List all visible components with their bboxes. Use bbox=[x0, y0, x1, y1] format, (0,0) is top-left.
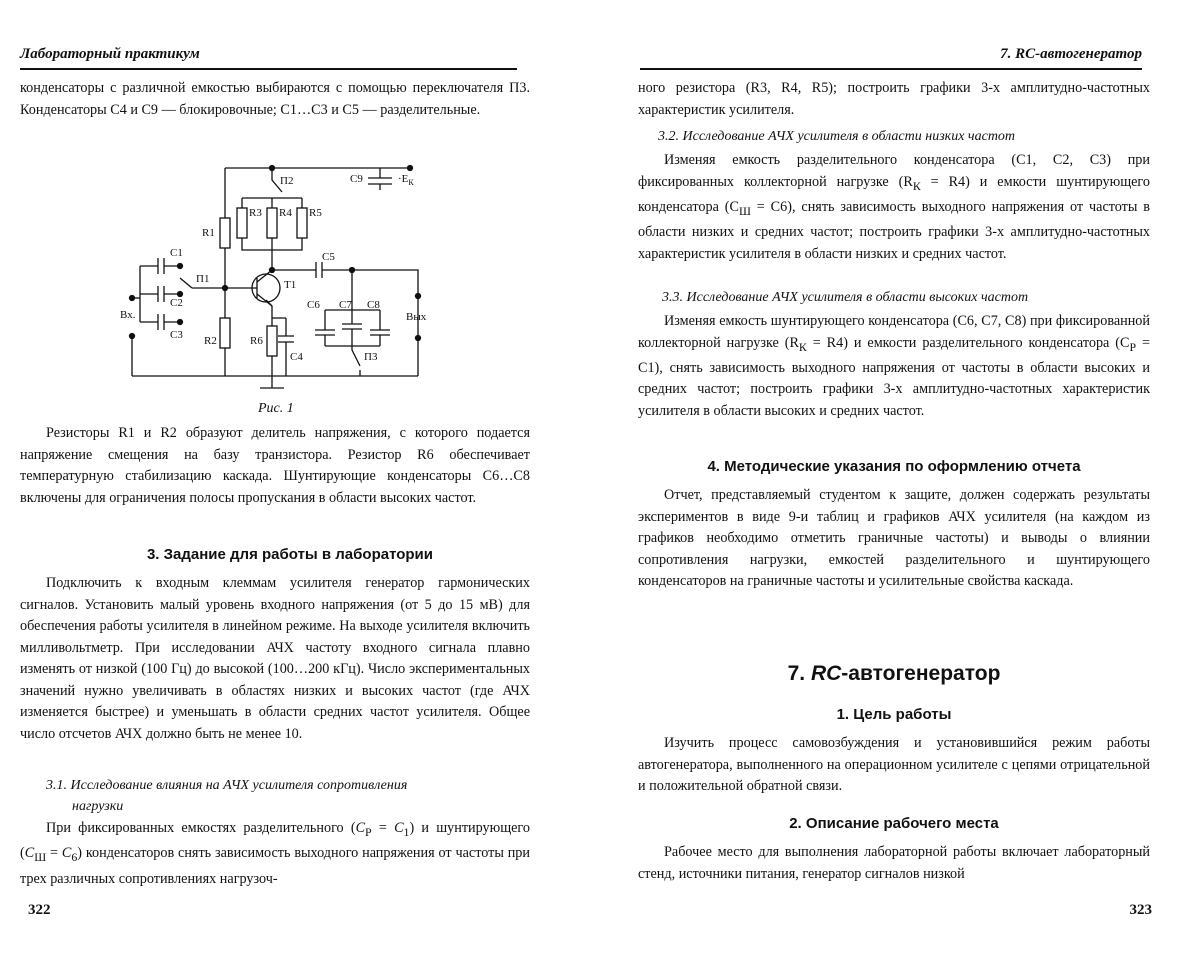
label-c7: С7 bbox=[339, 299, 352, 311]
right-page bbox=[600, 0, 1200, 961]
section-1-heading: 1. Цель работы bbox=[638, 706, 1150, 723]
label-t1: Т1 bbox=[284, 279, 296, 291]
paragraph-3-2: Изменяя емкость разделительного конденсатора (С1, С2, С3) при фиксированных коллекторной нагрузке (RК = R4) и емкости шунтирующего конденсатора (СШ = С6), снять зависимость выходного напряжения от частоты в области низких и средних частот; построить графики 3-х амплитудно-частотных характеристик усилителя в области низких и средних частот. bbox=[638, 150, 1150, 265]
section-4-heading: 4. Методические указания по оформлению отчета bbox=[638, 458, 1150, 475]
label-r6: R6 bbox=[250, 335, 263, 347]
label-r1: R1 bbox=[202, 227, 215, 239]
section-3-heading: 3. Задание для работы в лаборатории bbox=[20, 546, 560, 563]
label-c4: С4 bbox=[290, 351, 303, 363]
label-vk: Вх. bbox=[120, 309, 136, 321]
label-p1: П1 bbox=[196, 273, 209, 285]
label-r4: R4 bbox=[279, 207, 292, 219]
label-p3: П3 bbox=[364, 351, 378, 363]
paragraph-goal: Изучить процесс самовозбуждения и установившийся режим работы автогенератора, выполненного на операционном усилителе с цепями отрицательной и положительной обратной связи. bbox=[638, 733, 1150, 798]
label-c3: С3 bbox=[170, 329, 183, 341]
section-2-heading: 2. Описание рабочего места bbox=[638, 815, 1150, 832]
label-vyh: Вых bbox=[406, 311, 427, 323]
subsection-3-2-title: 3.2. Исследование АЧХ усилителя в области низких частот bbox=[658, 126, 1148, 147]
left-page bbox=[0, 0, 560, 961]
figure-caption: Рис. 1 bbox=[258, 401, 294, 417]
label-c2: С2 bbox=[170, 297, 183, 309]
label-r2: R2 bbox=[204, 335, 217, 347]
page-number-right: 323 bbox=[1130, 902, 1153, 919]
label-r3: R3 bbox=[249, 207, 262, 219]
label-c5: С5 bbox=[322, 251, 335, 263]
paragraph-3-3: Изменяя емкость шунтирующего конденсатора (С6, С7, С8) при фиксированной коллекторной нагрузке (RК = R4) и емкости разделительного конденсатора (СР = С1), снять зависимость выходного напряжения от частоты в области высоких и средних частот; построить графики 3-х амплитудно-частотных характеристик усилителя в области высоких и средних частот. bbox=[638, 311, 1150, 422]
paragraph-continued: ного резистора (R3, R4, R5); построить графики 3-х амплитудно-частотных характеристик усилителя. bbox=[638, 78, 1150, 121]
paragraph-task: Подключить к входным клеммам усилителя генератор гармонических сигналов. Установить малый уровень входного напряжения (от 5 до 15 мВ) для обеспечения работы усилителя в линейном режиме. На выходе усилителя включить милливольтметр. При исследовании АЧХ частоту входного сигнала плавно изменять от низкой (100 Гц) до высокой (100…200 кГц). Число экспериментальных значений нужно увеличивать в областях низких и высоких частот (где АЧХ изменяется быстрее) и уменьшать в области средних частот усилителя. Общее число отсчетов АЧХ должно быть не менее 10. bbox=[20, 573, 530, 745]
paragraph-report: Отчет, представляемый студентом к защите, должен содержать результаты экспериментов в виде 9-и таблиц и графиков АЧХ усилителя (на каждом из графиков необходимо отметить граничные частоты) и выводы о влиянии сопротивления нагрузки, емкостей разделительного и шунтирующего конденсаторов на граничные частоты и усилительные свойства каскада. bbox=[638, 485, 1150, 593]
header-rule-right bbox=[640, 68, 1142, 70]
label-c9: С9 bbox=[350, 173, 363, 185]
subsection-3-3-title: 3.3. Исследование АЧХ усилителя в области высоких частот bbox=[662, 287, 1152, 308]
label-c1: С1 bbox=[170, 247, 183, 259]
label-ek: ·ЕК bbox=[398, 173, 414, 187]
label-c6: С6 bbox=[307, 299, 320, 311]
subsection-3-1-title: 3.1. Исследование влияния на АЧХ усилителя сопротивления bbox=[46, 775, 526, 796]
paragraph-resistors: Резисторы R1 и R2 образуют делитель напряжения, с которого подается напряжение смещения на базу транзистора. Резистор R6 обеспечивает температурную стабилизацию каскада. Шунтирующие конденсаторы С6…С8 включены для ограничения полосы пропускания в области высоких частот. bbox=[20, 423, 530, 509]
running-header-right: 7. RC-автогенератор bbox=[1000, 46, 1142, 63]
label-p2: П2 bbox=[280, 175, 293, 187]
intro-paragraph: конденсаторы с различной емкостью выбираются с помощью переключателя П3. Конденсаторы С4 и С9 — блокировочные; С1…С3 и С5 — разделительные. bbox=[20, 78, 530, 121]
circuit-figure bbox=[110, 148, 440, 398]
label-c8: С8 bbox=[367, 299, 380, 311]
subsection-3-1-title-cont: нагрузки bbox=[72, 796, 532, 817]
paragraph-3-1: При фиксированных емкостях разделительного (CP = C1) и шунтирующего (CШ = C6) конденсаторов снять зависимость выходного напряжения от частоты при трех различных сопротивлениях нагрузоч- bbox=[20, 818, 530, 890]
label-r5: R5 bbox=[309, 207, 322, 219]
paragraph-workplace: Рабочее место для выполнения лабораторной работы включает лабораторный стенд, источники питания, генератор сигналов низкой bbox=[638, 842, 1150, 885]
header-rule bbox=[20, 68, 517, 70]
page-number-left: 322 bbox=[28, 902, 51, 919]
running-header: Лабораторный практикум bbox=[20, 46, 200, 63]
chapter-title: 7. RC-автогенератор bbox=[638, 662, 1150, 686]
